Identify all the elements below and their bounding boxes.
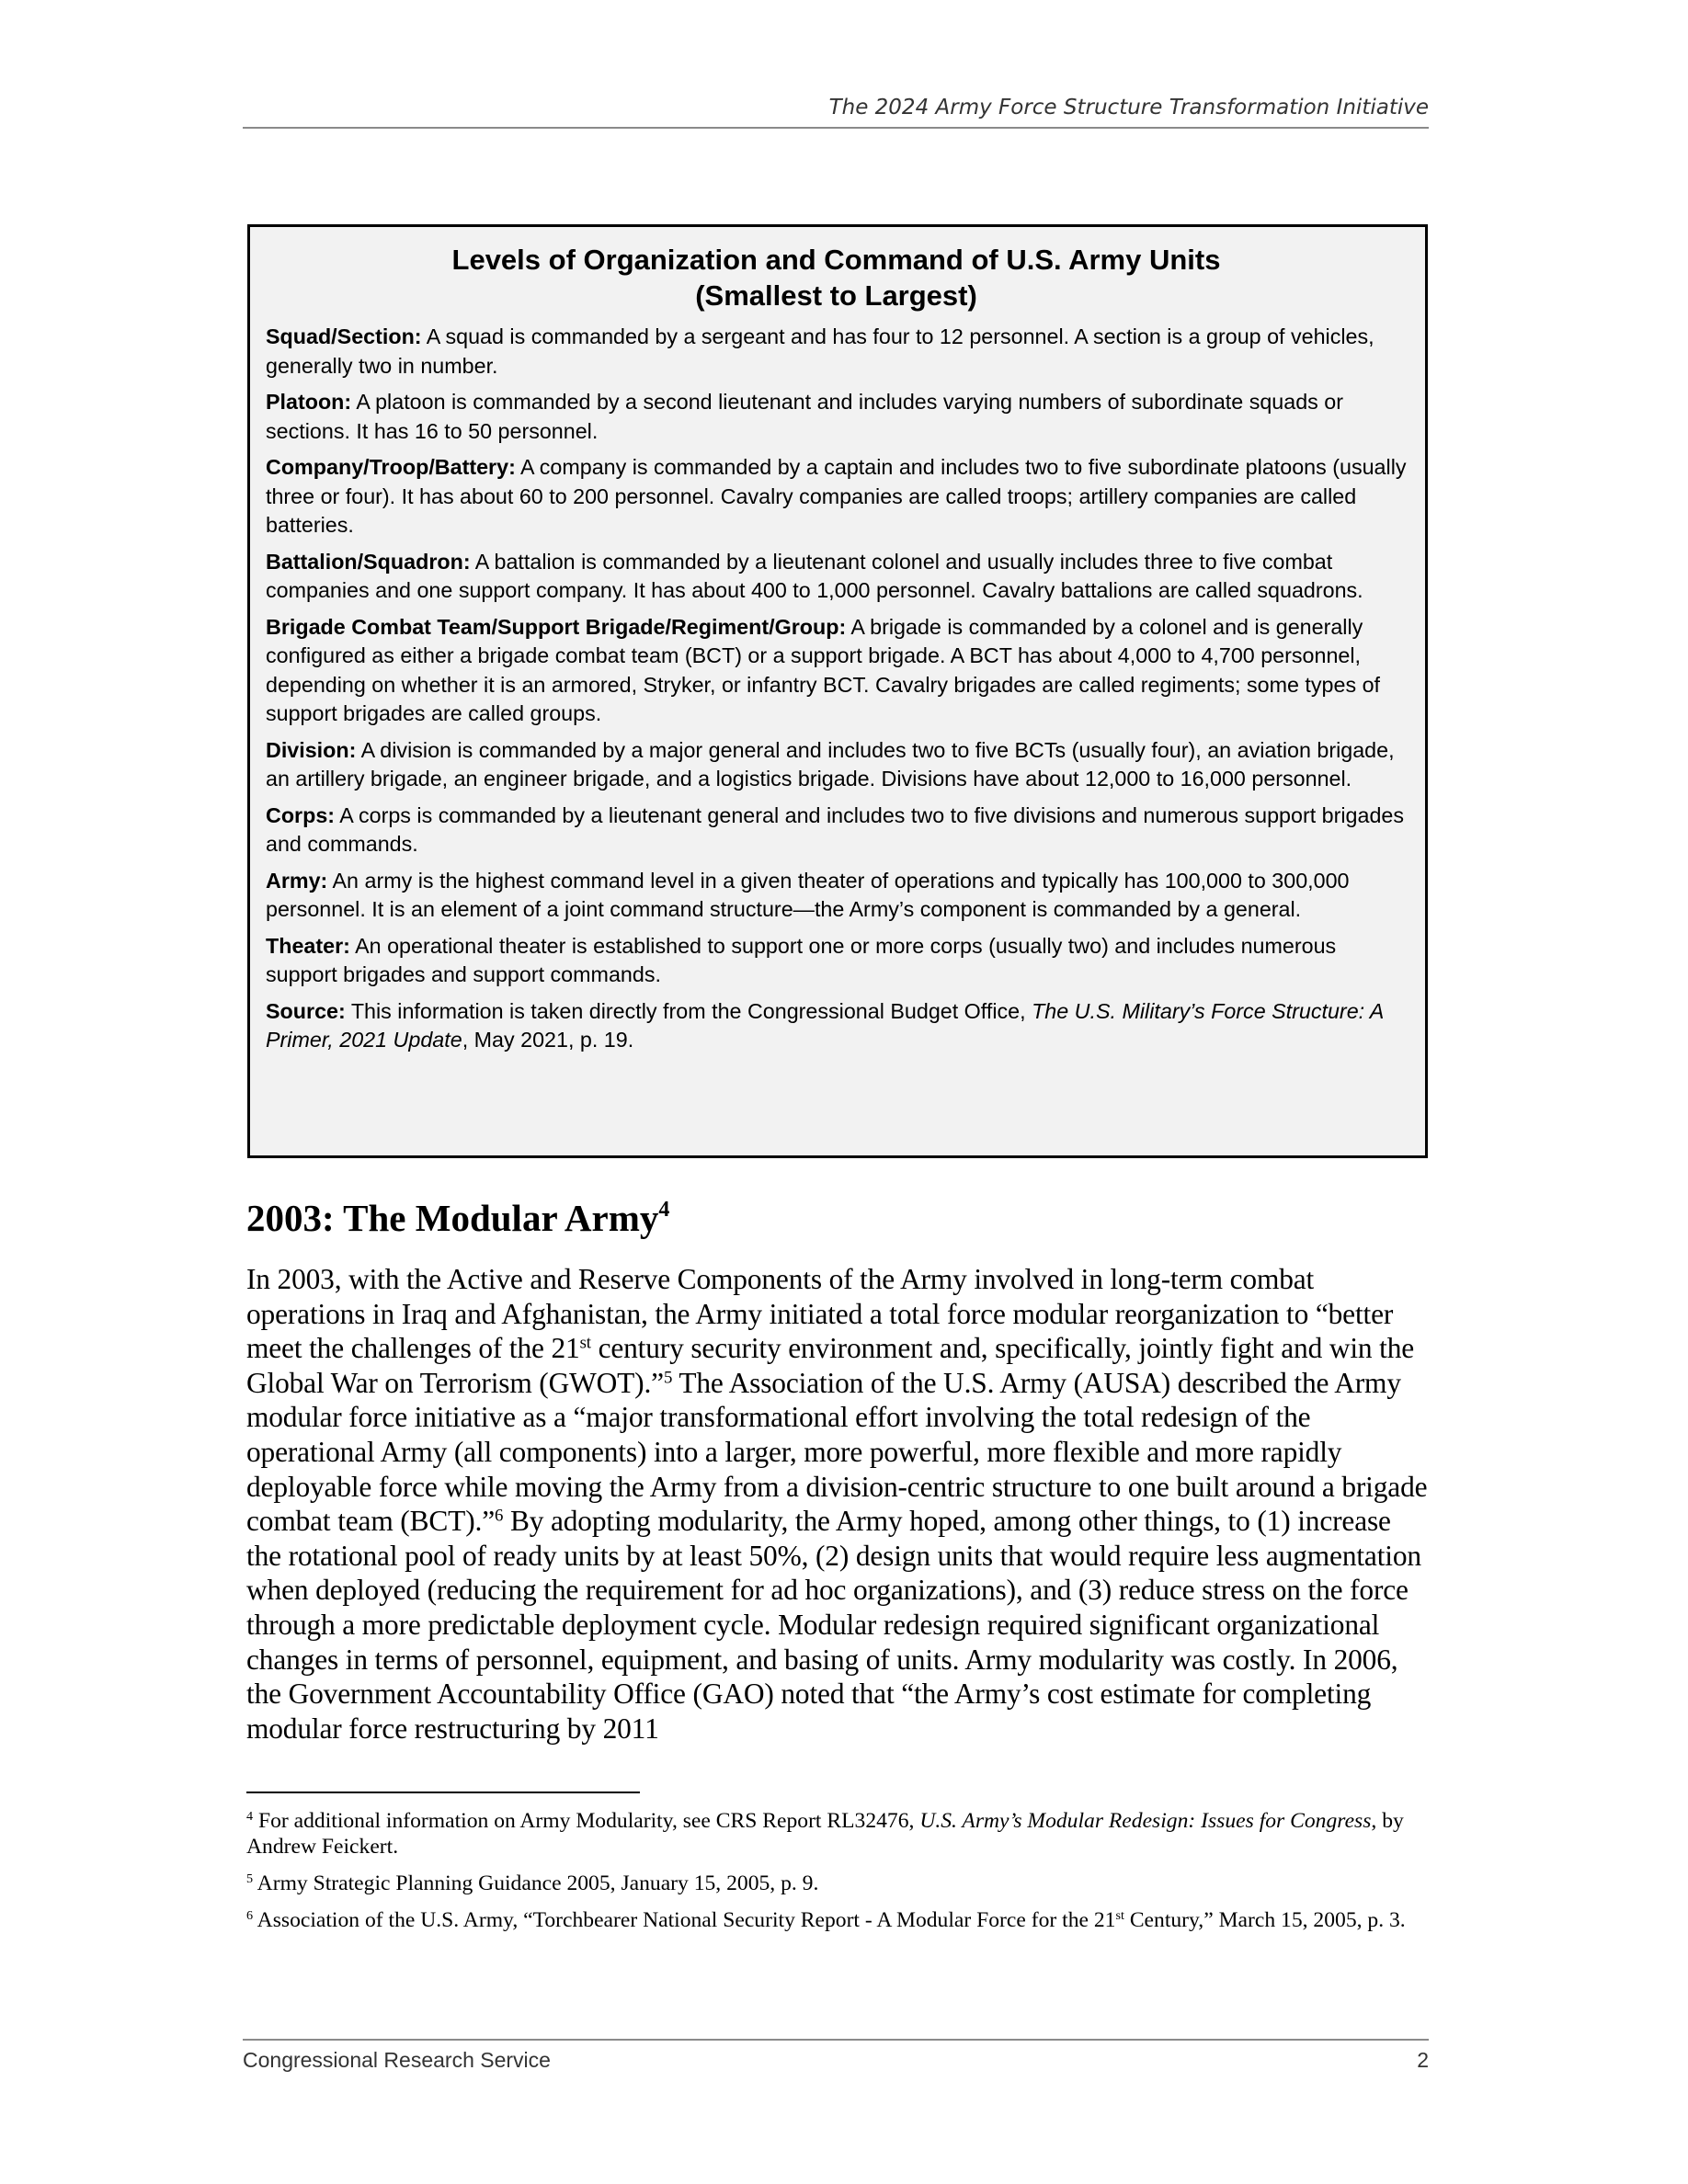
entry-term: Army: bbox=[266, 868, 328, 893]
footnote-4 bbox=[246, 1808, 1432, 1860]
entry-division bbox=[266, 736, 1407, 794]
entry-term: Brigade Combat Team/Support Brigade/Regiment/Group: bbox=[266, 614, 847, 639]
entry-term: Division: bbox=[266, 737, 357, 762]
body-text-part2: century security environment and, specifically, jointly fight and win the Global War on Terrorism (GWOT).” bbox=[246, 1332, 1415, 1399]
entry-text: A squad is commanded by a sergeant and has four to 12 personnel. A section is a group of vehicles, generally two in number. bbox=[266, 324, 1374, 378]
source-after: , May 2021, p. 19. bbox=[462, 1028, 634, 1052]
entry-term: Company/Troop/Battery: bbox=[266, 455, 516, 479]
entry-theater bbox=[266, 932, 1407, 990]
entry-platoon bbox=[266, 388, 1407, 446]
box-title bbox=[266, 242, 1407, 313]
section-heading-text: 2003: The Modular Army bbox=[246, 1197, 659, 1239]
source-title: The U.S. Military’s Force Structure: A Primer, 2021 Update bbox=[266, 998, 1384, 1052]
box-title-line2: (Smallest to Largest) bbox=[695, 279, 977, 312]
footnote-title: U.S. Army’s Modular Redesign: Issues for Congress bbox=[919, 1809, 1372, 1833]
footnote-ref-6: 6 bbox=[494, 1506, 504, 1526]
footnote-ref-4: 4 bbox=[658, 1198, 670, 1222]
source-term: Source: bbox=[266, 998, 346, 1023]
footnotes bbox=[246, 1808, 1432, 1944]
footnote-number: 6 bbox=[246, 1908, 254, 1924]
entry-text: A corps is commanded by a lieutenant general and includes two to five divisions and numerous support brigades and commands. bbox=[266, 802, 1405, 856]
entry-brigade bbox=[266, 613, 1407, 729]
entry-army bbox=[266, 867, 1407, 925]
entry-text: An army is the highest command level in a given theater of operations and typically has 100,000 to 300,000 personnel. It is an element of a joint command structure—the Army’s component is commanded by a general. bbox=[266, 868, 1350, 921]
entry-text: A brigade is commanded by a colonel and is generally configured as either a brigade combat team (BCT) or a support brigade. A BCT has about 4,000 to 4,700 personnel, depending on whether it is an armored, Stryker, or infantry BCT. Cavalry brigades are called regiments; some types of support brigades are called groups. bbox=[266, 614, 1381, 725]
entry-corps bbox=[266, 802, 1407, 859]
footnote-text: Association of the U.S. Army, “Torchbearer National Security Report - A Modular Force for the 21 bbox=[253, 1908, 1116, 1932]
footnote-5 bbox=[246, 1871, 1432, 1896]
page-number: 2 bbox=[1417, 2048, 1429, 2072]
footnote-text: Century,” March 15, 2005, p. 3. bbox=[1123, 1908, 1406, 1932]
footnote-ref-5: 5 bbox=[663, 1368, 673, 1388]
page-footer bbox=[243, 2039, 1429, 2073]
entry-text: An operational theater is established to support one or more corps (usually two) and includes numerous support brigades and support commands. bbox=[266, 933, 1337, 986]
ordinal-suffix: st bbox=[1115, 1908, 1124, 1924]
ordinal-suffix: st bbox=[579, 1333, 591, 1353]
footnote-separator bbox=[246, 1792, 640, 1793]
entry-term: Theater: bbox=[266, 933, 350, 958]
entry-text: A division is commanded by a major general and includes two to five BCTs (usually four), an aviation brigade, an artillery brigade, an engineer brigade, and a logistics brigade. Divisions have about 12,000 to 16,000 personnel. bbox=[266, 737, 1395, 791]
entry-company bbox=[266, 453, 1407, 540]
entry-squad-section bbox=[266, 323, 1407, 381]
section-heading bbox=[246, 1194, 669, 1242]
footnote-text: For additional information on Army Modularity, see CRS Report RL32476, bbox=[253, 1809, 920, 1833]
footnote-text: , by Andrew Feickert. bbox=[246, 1809, 1404, 1859]
footnote-number: 4 bbox=[246, 1809, 254, 1825]
entry-text: A battalion is commanded by a lieutenant colonel and usually includes three to five combat companies and one support company. It has about 400 to 1,000 personnel. Cavalry battalions are called squadrons. bbox=[266, 549, 1363, 602]
body-paragraph bbox=[246, 1262, 1432, 1746]
unit-levels-box bbox=[247, 224, 1428, 1158]
entry-term: Battalion/Squadron: bbox=[266, 549, 471, 574]
entry-term: Corps: bbox=[266, 802, 336, 827]
running-header bbox=[243, 96, 1429, 129]
source-before: This information is taken directly from the Congressional Budget Office, bbox=[350, 998, 1026, 1023]
entry-term: Squad/Section: bbox=[266, 324, 422, 348]
footer-publisher: Congressional Research Service bbox=[243, 2048, 551, 2072]
entry-battalion bbox=[266, 548, 1407, 606]
footnote-number: 5 bbox=[246, 1871, 254, 1887]
box-source bbox=[266, 997, 1407, 1055]
footnote-6 bbox=[246, 1907, 1432, 1933]
entry-text: A company is commanded by a captain and includes two to five subordinate platoons (usually three or four). It has about 60 to 200 personnel. Cavalry companies are called troops; artillery companies are called batteries. bbox=[266, 455, 1407, 537]
footnote-text: Army Strategic Planning Guidance 2005, January 15, 2005, p. 9. bbox=[253, 1871, 819, 1895]
body-text-part3: The Association of the U.S. Army (AUSA) described the Army modular force initiative as a “major transformational effort involving the total redesign of the operational Army (all components) into a larger, more powerful, more flexible and more rapidly deployable force while moving the Army from a division-centric structure to one built around a brigade combat team (BCT).” bbox=[246, 1366, 1428, 1538]
running-header-title: The 2024 Army Force Structure Transformation Initiative bbox=[828, 96, 1429, 119]
body-text-part4: By adopting modularity, the Army hoped, among other things, to (1) increase the rotational pool of ready units by at least 50%, (2) design units that would require less augmentation when deployed (reducing the requirement for ad hoc organizations), and (3) reduce stress on the force through a more predictable deployment cycle. Modular redesign required significant organizational changes in terms of personnel, equipment, and basing of units. Army modularity was costly. In 2006, the Government Accountability Office (GAO) noted that “the Army’s cost estimate for completing modular force restructuring by 2011 bbox=[246, 1505, 1421, 1745]
entry-text: A platoon is commanded by a second lieutenant and includes varying numbers of subordinate squads or sections. It has 16 to 50 personnel. bbox=[266, 390, 1343, 443]
box-title-line1: Levels of Organization and Command of U.S. Army Units bbox=[451, 244, 1221, 276]
body-text-part1: In 2003, with the Active and Reserve Components of the Army involved in long-term combat operations in Iraq and Afghanistan, the Army initiated a total force modular reorganization to “better meet the challenges of the 21 bbox=[246, 1263, 1394, 1365]
entry-term: Platoon: bbox=[266, 390, 352, 414]
